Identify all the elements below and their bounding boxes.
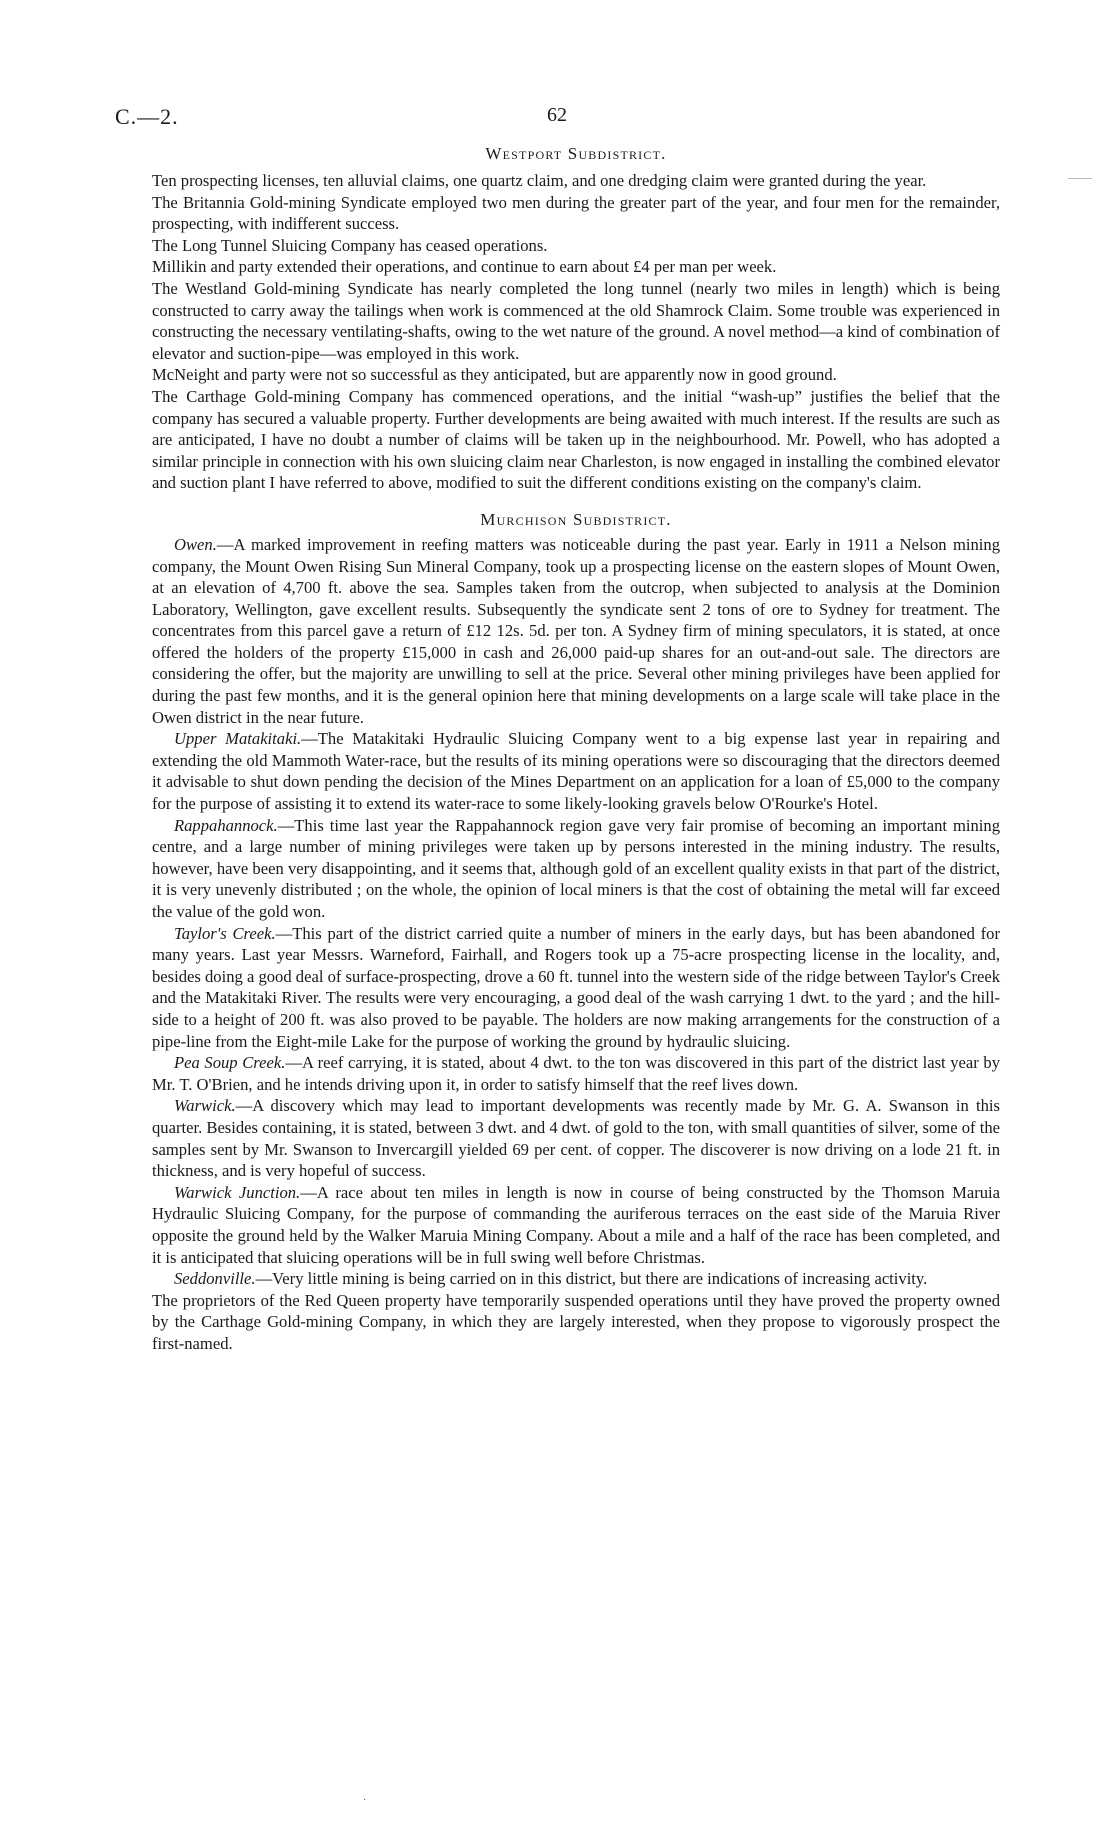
run-in-heading: Pea Soup Creek. <box>174 1053 286 1073</box>
run-in-heading: Warwick Junction. <box>174 1182 301 1202</box>
paragraph <box>152 1182 1000 1268</box>
run-in-heading: Owen. <box>174 534 217 554</box>
paragraph <box>152 1290 1000 1355</box>
paragraph <box>152 923 1000 1053</box>
paragraph-text: The proprietors of the Red Queen property have temporarily suspended operations until they have proved the property owned by the Carthage Gold-mining Company, in which they are largely interested, when they propose to vigorously prospect the first-named. <box>152 1290 1000 1353</box>
paragraph <box>152 534 1000 728</box>
paragraph-text: McNeight and party were not so successful as they anticipated, but are apparently now in good ground. <box>152 365 837 385</box>
paragraph <box>152 170 1000 192</box>
page-number: 62 <box>547 104 567 126</box>
paragraph <box>152 364 1000 386</box>
paragraph-text: The Britannia Gold-mining Syndicate employed two men during the greater part of the year, and four men for the remainder, prospecting, with indifferent success. <box>152 192 1000 234</box>
section-westport <box>152 170 1000 494</box>
paragraph-text: —A discovery which may lead to important developments was recently made by Mr. G. A. Swanson in this quarter. Besides containing, it is stated, between 3 dwt. and 4 dwt. of gold to the ton, with small quantities of silver, some of the samples sent by Mr. Swanson to Invercargill yielded 69 per cent. of copper. The discoverer is now driving on a lode 21 ft. in thickness, and is very hopeful of success. <box>152 1096 1000 1181</box>
page-dot: · <box>363 1795 367 1806</box>
paragraph-text: The Westland Gold-mining Syndicate has nearly completed the long tunnel (nearly two miles in length) which is being constructed to carry away the tailings when work is commenced at the old Shamrock Claim. Some trouble was experienced in constructing the necessary ventilating-shafts, owing to the wet nature of the ground. A novel method—a kind of combination of elevator and suction-pipe—was employed in this work. <box>152 278 1000 363</box>
paragraph <box>152 386 1000 494</box>
paragraph <box>152 815 1000 923</box>
section-heading-murchison: Murchison Subdistrict. <box>480 509 672 529</box>
run-in-heading: Warwick. <box>174 1096 236 1116</box>
run-in-heading: Seddonville. <box>174 1269 256 1289</box>
paragraph <box>152 728 1000 814</box>
section-murchison <box>152 534 1000 1355</box>
paragraph <box>152 278 1000 364</box>
paragraph-text: —A marked improvement in reefing matters was noticeable during the past year. Early in 1911 a Nelson mining company, the Mount Owen Rising Sun Mineral Company, took up a prospecting license on the eastern slopes of Mount Owen, at an elevation of 4,700 ft. above the sea. Samples taken from the outcrop, when subjected to analysis at the Dominion Laboratory, Wellington, gave excellent results. Subsequently the syndicate sent 2 tons of ore to Sydney for treatment. The concentrates from this parcel gave a return of £12 12s. 5d. per ton. A Sydney firm of mining speculators, it is stated, at once offered the holders of the property £15,000 in cash and 26,000 paid-up shares for an out-and-out sale. The directors are considering the offer, but the majority are unwilling to sell at the price. Several other mining privileges have been applied for during the past few months, and it is the general opinion here that mining developments on a large scale will take place in the Owen district in the near future. <box>152 534 1000 727</box>
paragraph <box>152 1095 1000 1181</box>
run-in-heading: Taylor's Creek. <box>174 923 276 943</box>
paragraph <box>152 235 1000 257</box>
run-in-heading: Rappahannock. <box>174 815 278 835</box>
paragraph <box>152 1052 1000 1095</box>
paragraph-text: —A reef carrying, it is stated, about 4 dwt. to the ton was discovered in this part of the district last year by Mr. T. O'Brien, and he intends driving upon it, in order to satisfy himself that the reef lives down. <box>152 1053 1001 1094</box>
paragraph-text: The Long Tunnel Sluicing Company has ceased operations. <box>152 235 548 255</box>
paragraph-text: —The Matakitaki Hydraulic Sluicing Company went to a big expense last year in repairing and extending the old Mammoth Water-race, but the results of its mining operations were so discouraging that the directors deemed it advisable to shut down pending the decision of the Mines Department on an application for a loan of £5,000 to the company for the purpose of assisting it to extend its water-race to some likely-looking gravels below O'Rourke's Hotel. <box>152 729 1000 814</box>
paragraph-text: The Carthage Gold-mining Company has commenced operations, and the initial “wash-up” justifies the belief that the company has secured a valuable property. Further developments are being awaited with much interest. If the results are such as are anticipated, I have no doubt a number of claims will be taken up in the neighbourhood. Mr. Powell, who has adopted a similar principle in connection with his own sluicing claim near Charleston, is now engaged in installing the combined elevator and suction plant I have referred to above, modified to suit the different conditions existing on the company's claim. <box>152 386 1000 493</box>
margin-mark <box>1068 178 1092 179</box>
paragraph <box>152 256 1000 278</box>
paragraph <box>152 192 1000 235</box>
paragraph-text: —This part of the district carried quite a number of miners in the early days, but has been abandoned for many years. Last year Messrs. Warneford, Fairhall, and Rogers took up a 75-acre prospecting license in the locality, and, besides doing a good deal of surface-prospecting, drove a 60 ft. tunnel into the western side of the ridge between Taylor's Creek and the Matakitaki River. The results were very encouraging, a good deal of the wash carrying 1 dwt. to the yard ; and the hill-side to a height of 200 ft. was also proved to be payable. The holders are now making arrangements for the construction of a pipe-line from the Eight-mile Lake for the purpose of working the ground by hydraulic sluicing. <box>152 923 1001 1051</box>
document-page <box>115 104 1001 1354</box>
paragraph-text: Ten prospecting licenses, ten alluvial claims, one quartz claim, and one dredging claim were granted during the year. <box>152 171 927 190</box>
paragraph-text: —This time last year the Rappahannock region gave very fair promise of becoming an important mining centre, and a large number of mining privileges were taken up by persons interested in the mining industry. The results, however, have been very disappointing, and it seems that, although gold of an excellent quality exists in that part of the district, it is very unevenly distributed ; on the whole, the opinion of local miners is that the cost of obtaining the metal will far exceed the value of the gold won. <box>152 815 1000 921</box>
paragraph-text: —Very little mining is being carried on in this district, but there are indications of increasing activity. <box>255 1269 928 1289</box>
paragraph-text: Millikin and party extended their operations, and continue to earn about £4 per man per week. <box>152 257 777 277</box>
section-heading-westport: Westport Subdistrict. <box>485 144 667 163</box>
page-header <box>115 104 1000 134</box>
paragraph-text: —A race about ten miles in length is now in course of being constructed by the Thomson Maruia Hydraulic Sluicing Company, for the purpose of commanding the auriferous terraces on the east side of the Maruia River opposite the ground held by the Walker Maruia Mining Company. About a mile and a half of the race has been completed, and it is anticipated that sluicing operations will be in full swing well before Christmas. <box>152 1182 1000 1267</box>
document-reference: C.—2. <box>115 104 179 129</box>
paragraph <box>152 1268 1000 1290</box>
run-in-heading: Upper Matakitaki. <box>174 729 302 749</box>
